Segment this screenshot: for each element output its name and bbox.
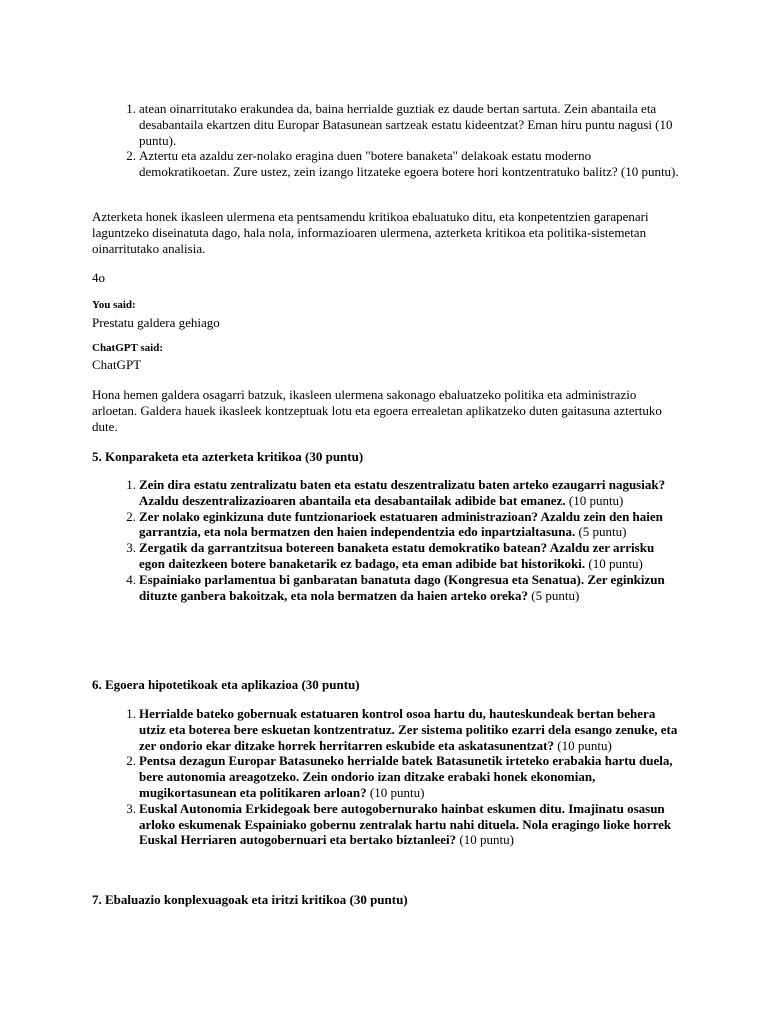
intro-paragraph: Hona hemen galdera osagarri batzuk, ikasleen ulermena sakonago ebaluatzeko politika eta administrazio arloetan. Galdera hauek ikasleek kontzeptuak lotu eta egoera errealetan aplikatzeko duten gaitasuna aztertuko dute. bbox=[92, 387, 662, 434]
question-points: (5 puntu) bbox=[578, 524, 627, 540]
list-item bbox=[126, 101, 679, 148]
section-heading: 6. Egoera hipotetikoak eta aplikazioa (30 puntu) bbox=[92, 677, 360, 692]
section6-question-list bbox=[126, 706, 679, 848]
assistant-label: ChatGPT said: bbox=[92, 342, 164, 354]
question-text: Zein dira estatu zentralizatu baten eta estatu deszentralizatu baten arteko ezaugarri nagusiak? Azaldu deszentralizazioaren abantaila eta desabantailak adibide bat emanez. bbox=[139, 477, 666, 508]
question-points: (10 puntu) bbox=[568, 492, 624, 508]
question-text: Aztertu eta azaldu zer-nolako eragina duen "botere banaketa" delakoak estatu moderno demokratikoetan. Zure ustez, zein izango litzateke egoera botere hori kontzentratuko balitz? (10 puntu). bbox=[139, 148, 679, 180]
model-tag: 4o bbox=[92, 270, 105, 285]
user-message: Prestatu galdera gehiago bbox=[92, 315, 220, 330]
list-number: 3. bbox=[126, 800, 136, 816]
list-number: 1. bbox=[126, 101, 136, 116]
list-item bbox=[126, 508, 679, 541]
section-heading: 7. Ebaluazio konplexuagoak eta iritzi kritikoa (30 puntu) bbox=[92, 892, 408, 907]
question-points: (10 puntu) bbox=[557, 737, 612, 753]
list-item bbox=[126, 571, 679, 604]
list-number: 1. bbox=[126, 477, 136, 492]
question-points: (10 puntu) bbox=[459, 832, 514, 848]
question-text: Pentsa dezagun Europar Batasuneko herrialde batek Batasunetik irteteko erabakia hartu duela, bere autonomia areagotzeko. Zein ondorio izan ditzake erabaki honek ekonomian, mugikortasunean eta politikaren arloan? bbox=[139, 753, 673, 800]
question-text: Zer nolako eginkizuna dute funtzionarioek estatuaren administrazioan? Azaldu zein den haien garrantzia, eta nola bermatzen den haien independentzia edo inpartzialtasuna. bbox=[139, 508, 663, 540]
summary-paragraph: Azterketa honek ikasleen ulermena eta pentsamendu kritikoa ebaluatuko ditu, eta konpetentzien garapenari laguntzeko diseinatuta dago, hala nola, informazioaren ulermena, azterketa kritikoa eta politika-sistemetan oinarritutako analisia. bbox=[92, 209, 649, 256]
list-number: 3. bbox=[126, 540, 136, 556]
assistant-name: ChatGPT bbox=[92, 357, 142, 372]
user-label: You said: bbox=[92, 299, 136, 311]
question-text: Herrialde bateko gobernuak estatuaren kontrol osoa hartu du, hauteskundeak bertan behera utziz eta boterea bere eskuetan kontzentratuz. Zer sistema politiko ezarri dela esango zenuke, eta zer ondorio ekar ditzake horrek herritarren eskubide eta askatasunentzat? bbox=[139, 706, 678, 753]
list-item bbox=[126, 477, 679, 509]
section-heading: 5. Konparaketa eta azterketa kritikoa (30 puntu) bbox=[92, 449, 364, 464]
top-question-list bbox=[126, 101, 679, 180]
list-number: 2. bbox=[126, 508, 136, 524]
question-text: atean oinarritutako erakundea da, baina herrialde guztiak ez daude bertan sartuta. Zein abantaila eta desabantaila ekartzen ditu Europar Batasunean sartzeak estatu kideentzat? Eman hiru puntu nagusi (10 puntu). bbox=[139, 101, 673, 148]
question-text: Euskal Autonomia Erkidegoak bere autogobernurako hainbat eskumen ditu. Imajinatu osasun arloko eskumenak Espainiako gobernu zentralak hartu nahi dituela. Nola eragingo lioke horrek Euskal Herriaren autogobernuari eta bertako biztanleei? bbox=[139, 800, 672, 848]
list-item bbox=[126, 540, 679, 572]
question-points: (10 puntu) bbox=[369, 784, 425, 800]
section5-question-list bbox=[126, 477, 679, 603]
list-number: 4. bbox=[126, 571, 136, 587]
list-item bbox=[126, 706, 679, 753]
question-points: (5 puntu) bbox=[531, 587, 580, 603]
question-text: Espainiako parlamentua bi ganbaratan banatuta dago (Kongresua eta Senatua). Zer eginkizun dituzte ganbera bakoitzak, eta nola bermatzen da haien arteko oreka? bbox=[139, 571, 665, 603]
question-text: Zergatik da garrantzitsua botereen banaketa estatu demokratiko batean? Azaldu zer arrisku egon daitezkeen botere banaketarik ez badago, eta eman adibide bat historikoki. bbox=[139, 540, 655, 571]
list-number: 2. bbox=[126, 148, 136, 164]
list-number: 1. bbox=[126, 706, 136, 721]
list-number: 2. bbox=[126, 753, 136, 769]
question-points: (10 puntu) bbox=[588, 555, 643, 571]
list-item bbox=[126, 148, 679, 180]
list-item bbox=[126, 800, 679, 848]
list-item bbox=[126, 753, 679, 800]
